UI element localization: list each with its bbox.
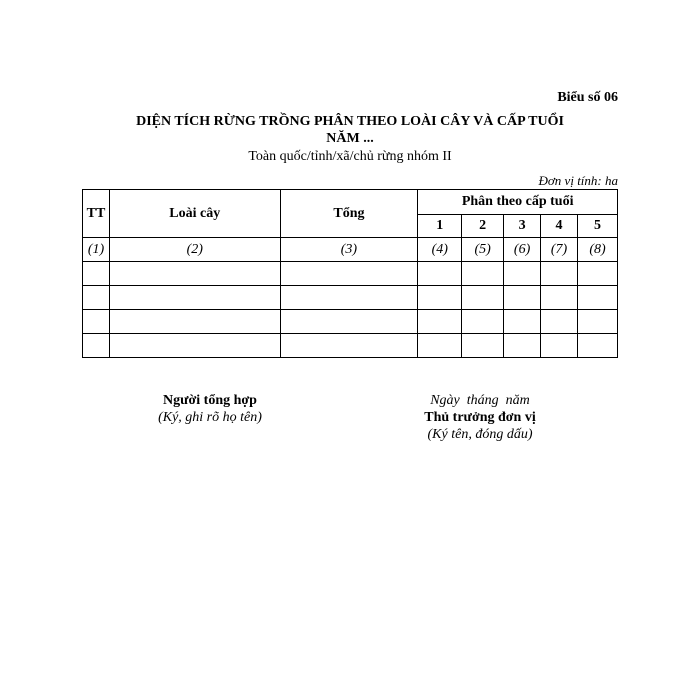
header-age-class: 5 [578,215,618,238]
table-cell [541,262,578,286]
index-cell: (6) [504,238,541,262]
form-number: Biểu số 06 [557,90,618,105]
index-cell: (5) [462,238,504,262]
table-cell [109,286,280,310]
index-row [83,238,618,262]
signer-head-note: (Ký tên, đóng dấu) [427,427,533,442]
table-cell [504,286,541,310]
header-age-class: 3 [504,215,541,238]
table-cell [462,262,504,286]
header-age-class: 2 [462,215,504,238]
header-tt: TT [83,190,110,238]
table-cell [280,310,418,334]
header-age-class: 4 [541,215,578,238]
table-cell [83,262,110,286]
table-cell [541,286,578,310]
index-cell: (2) [109,238,280,262]
table-cell [83,286,110,310]
table-cell [578,262,618,286]
table-cell [109,334,280,358]
table-row [83,286,618,310]
report-table [82,189,618,358]
table-row [83,334,618,358]
table-cell [418,310,462,334]
table-cell [462,334,504,358]
index-cell: (8) [578,238,618,262]
unit-label: Đơn vị tính: ha [538,173,618,188]
index-cell: (3) [280,238,418,262]
header-total: Tổng [280,190,418,238]
signer-compiler [130,392,290,426]
table-cell [462,286,504,310]
header-age-group: Phân theo cấp tuổi [418,190,618,215]
report-title-line2: NĂM ... [326,131,374,146]
signer-compiler-title: Người tổng hợp [163,393,257,408]
signer-compiler-note: (Ký, ghi rõ họ tên) [158,410,262,425]
table-cell [578,286,618,310]
table-cell [418,334,462,358]
table-cell [504,310,541,334]
index-cell: (4) [418,238,462,262]
table-cell [83,310,110,334]
table-row [83,262,618,286]
header-age-class: 1 [418,215,462,238]
table-cell [109,310,280,334]
table-cell [462,310,504,334]
header-row-1 [83,190,618,215]
signer-head [395,392,565,443]
header-species: Loài cây [109,190,280,238]
table-cell [504,334,541,358]
table-cell [418,262,462,286]
table-cell [280,262,418,286]
report-subtitle: Toàn quốc/tỉnh/xã/chủ rừng nhóm II [248,149,452,164]
signer-head-title: Thủ trưởng đơn vị [424,410,536,425]
table-row [83,310,618,334]
table-cell [541,310,578,334]
index-cell: (7) [541,238,578,262]
table-cell [83,334,110,358]
table-cell [578,310,618,334]
title-block [82,113,618,166]
table-cell [109,262,280,286]
table-cell [418,286,462,310]
table-cell [541,334,578,358]
table-cell [280,334,418,358]
table-cell [280,286,418,310]
table-cell [504,262,541,286]
report-title-line1: DIỆN TÍCH RỪNG TRỒNG PHÂN THEO LOÀI CÂY VÀ CẤP TUỔI [136,114,564,129]
signer-date-line: Ngày tháng năm [430,393,530,408]
table-cell [578,334,618,358]
index-cell: (1) [83,238,110,262]
